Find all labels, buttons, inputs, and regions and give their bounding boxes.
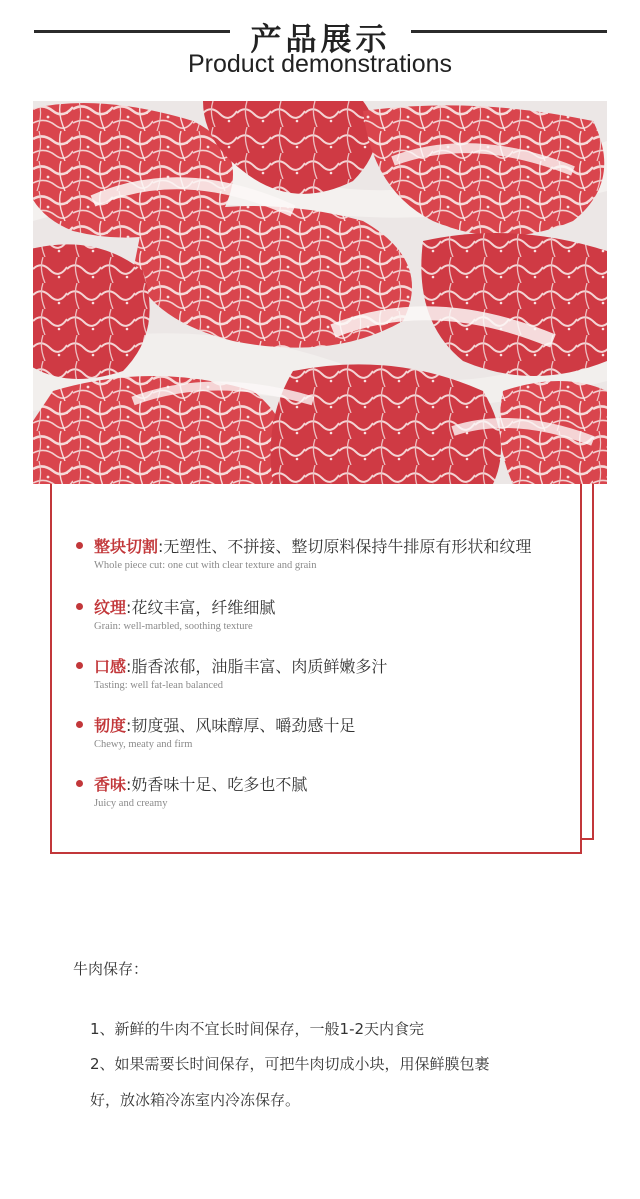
- storage-line-2: 2、如果需要长时间保存，可把牛肉切成小块，用保鲜膜包裹: [90, 1055, 490, 1073]
- feature-text: 花纹丰富，纤维细腻: [131, 598, 276, 617]
- section-header: [0, 0, 640, 100]
- section-title-en: Product demonstrations: [187, 50, 453, 78]
- feature-text-en: Whole piece cut: one cut with clear texture and grain: [94, 560, 317, 571]
- feature-text: 无塑性、不拼接、整切原料保持牛排原有形状和纹理: [163, 537, 532, 556]
- bullet-icon: [76, 603, 83, 610]
- feature-text: 奶香味十足、吃多也不腻: [131, 775, 308, 794]
- storage-title: 牛肉保存：: [73, 960, 149, 978]
- feature-label: 韧度: [94, 716, 127, 735]
- feature-label: 整块切割: [94, 537, 159, 556]
- marbled-beef-slices-image: [33, 101, 607, 484]
- storage-line-3: 好，放冰箱冷冻室内冷冻保存。: [90, 1091, 301, 1109]
- bullet-icon: [76, 662, 83, 669]
- feature-text: 韧度强、风味醇厚、嚼劲感十足: [131, 716, 356, 735]
- storage-line-1: 1、新鲜的牛肉不宜长时间保存，一般1-2天内食完: [90, 1020, 425, 1038]
- feature-text-en: Juicy and creamy: [94, 798, 168, 809]
- feature-text-en: Tasting: well fat-lean balanced: [94, 680, 223, 691]
- feature-text: 脂香浓郁，油脂丰富、肉质鲜嫩多汁: [131, 657, 388, 676]
- feature-label: 香味: [94, 775, 127, 794]
- feature-text-en: Grain: well-marbled, soothing texture: [94, 621, 253, 632]
- product-photo: [33, 101, 607, 484]
- bullet-icon: [76, 721, 83, 728]
- section-title-cn: 产品展示: [250, 22, 391, 58]
- header-rule-left: [34, 30, 230, 33]
- bullet-icon: [76, 780, 83, 787]
- feature-label: 口感: [94, 657, 127, 676]
- header-rule-right: [411, 30, 607, 33]
- bullet-icon: [76, 542, 83, 549]
- feature-label: 纹理: [94, 598, 127, 617]
- feature-text-en: Chewy, meaty and firm: [94, 739, 193, 750]
